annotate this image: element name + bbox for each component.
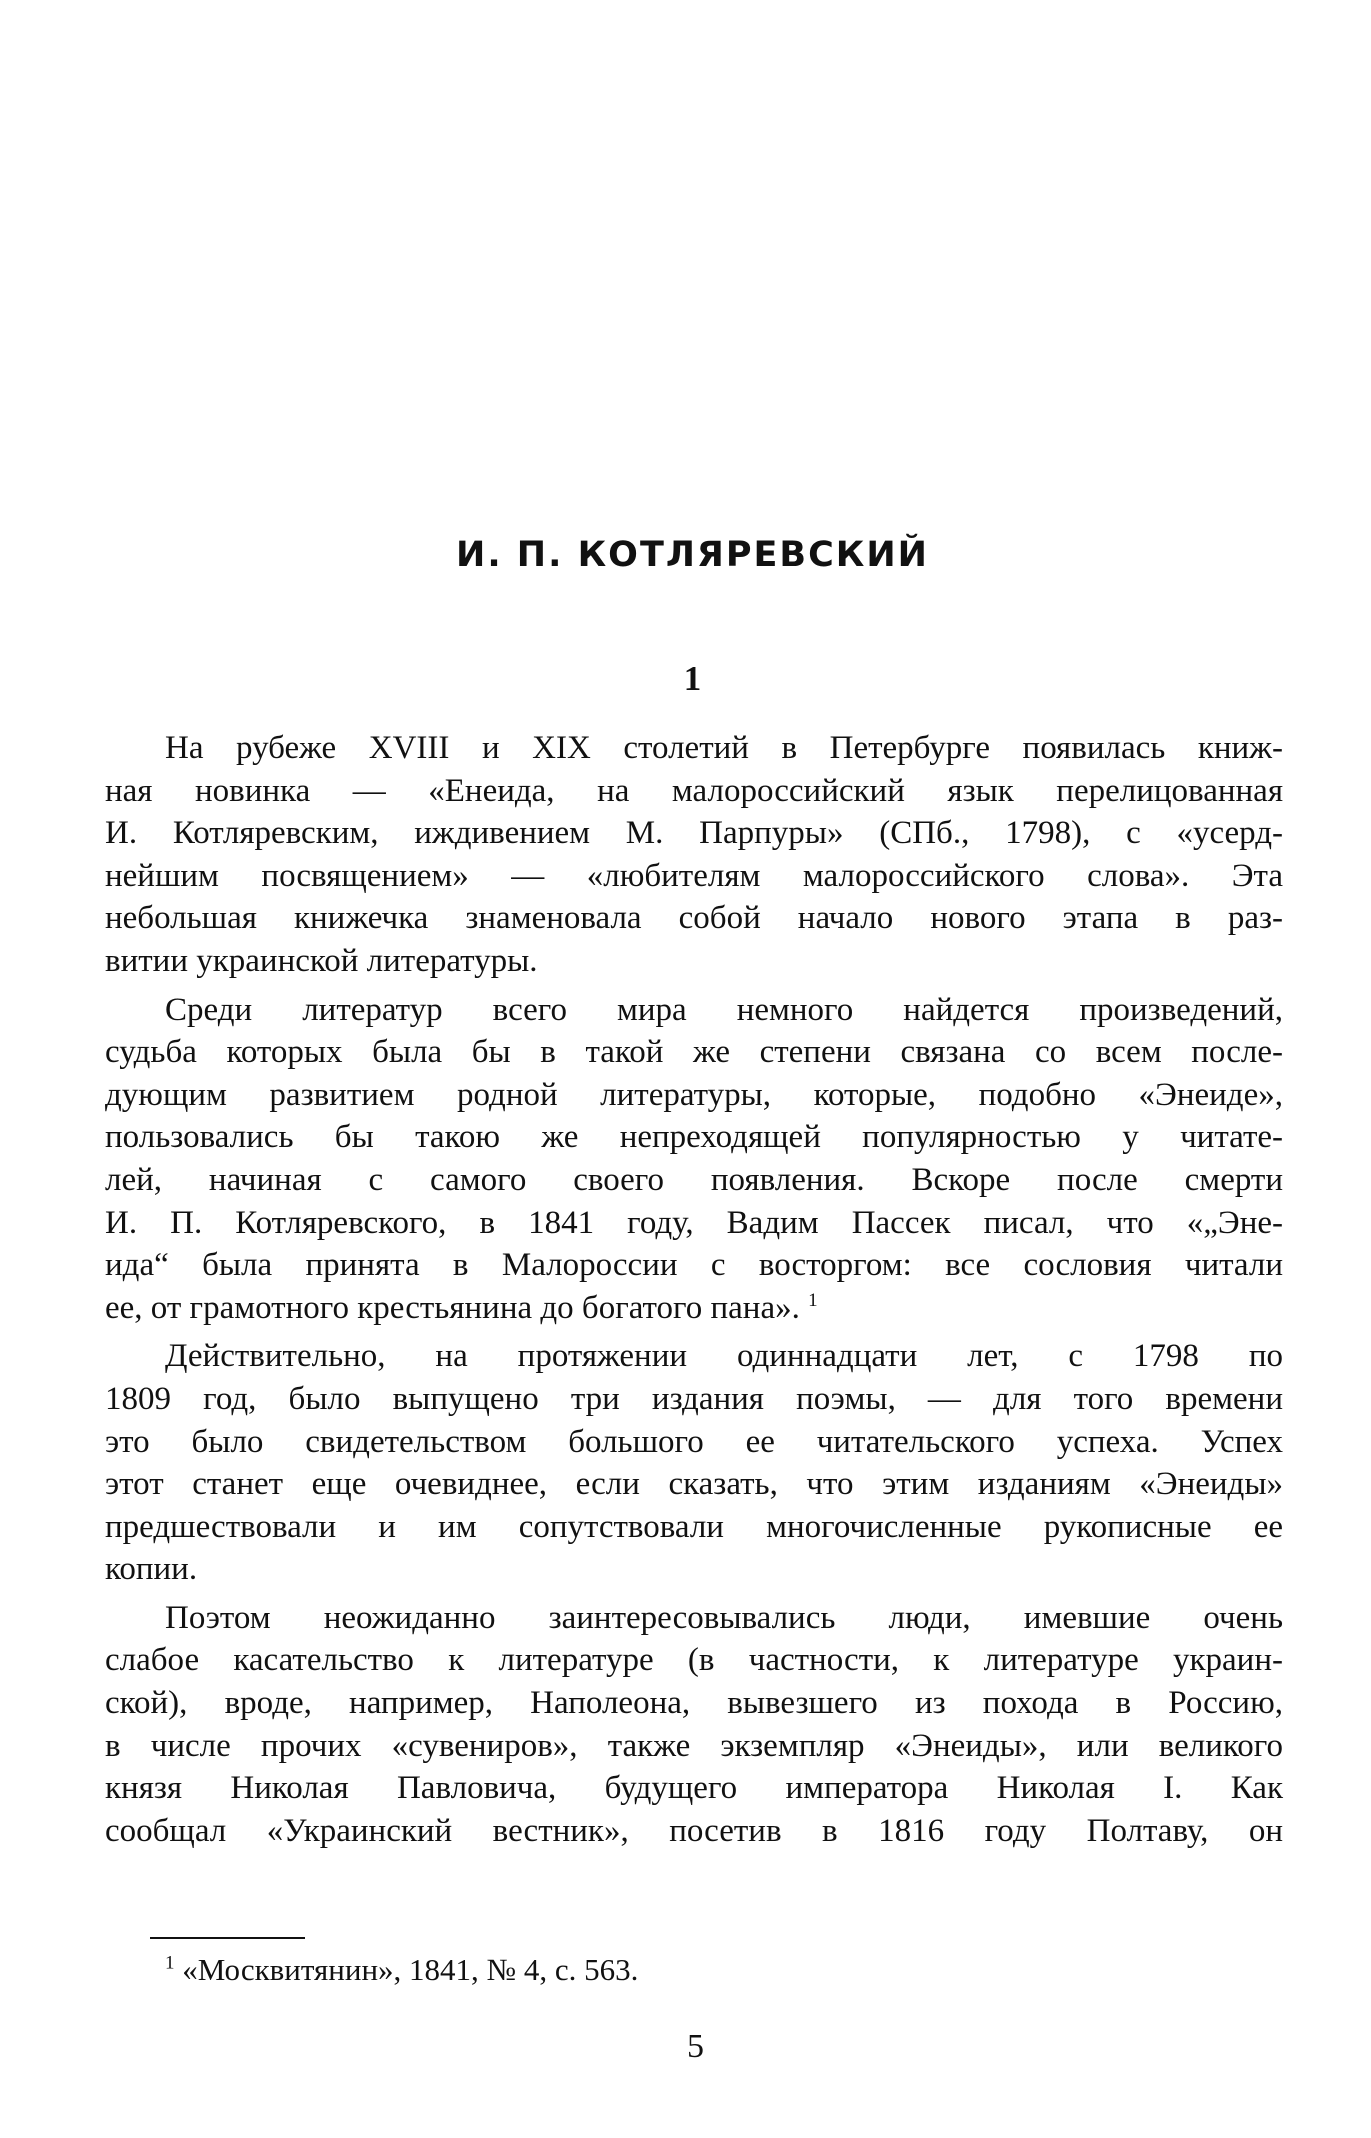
footnote-divider xyxy=(150,1937,305,1939)
paragraph-3 xyxy=(105,1335,1283,1591)
text-line: ида“ была принята в Малороссии с восторгом: все сословия читали xyxy=(105,1247,1283,1284)
text-line: в числе прочих «сувениров», также экземпляр «Энеиды», или великого xyxy=(105,1727,1283,1764)
paragraph-1 xyxy=(105,727,1283,983)
text-line: пользовались бы такою же непреходящей популярностью у читате- xyxy=(105,1119,1283,1156)
text-line: лей, начиная с самого своего появления. Вскоре после смерти xyxy=(105,1161,1283,1198)
text-line: князя Николая Павловича, будущего императора Николая I. Как xyxy=(105,1770,1283,1807)
text-line: это было свидетельством большого ее читательского успеха. Успех xyxy=(105,1423,1283,1460)
text-line: сообщал «Украинский вестник», посетив в 1816 году Полтаву, он xyxy=(105,1812,1283,1849)
body-text xyxy=(105,727,1283,1858)
text-line: копии. xyxy=(105,1551,198,1588)
footnote-text: «Москвитянин», 1841, № 4, с. 563. xyxy=(182,1952,639,1987)
footnote xyxy=(165,1950,638,1990)
text-line: витии украинской литературы. xyxy=(105,942,538,979)
paragraph-4 xyxy=(105,1597,1283,1853)
paragraph-2 xyxy=(105,989,1283,1330)
footnote-marker: 1 xyxy=(165,1952,175,1974)
text-line-content: ее, от грамотного крестьянина до богатого пана». xyxy=(105,1289,800,1326)
text-line: ная новинка — «Енеида, на малороссийский язык перелицованная xyxy=(105,772,1283,809)
footnote-reference[interactable]: 1 xyxy=(808,1289,818,1311)
text-line: дующим развитием родной литературы, которые, подобно «Энеиде», xyxy=(105,1076,1283,1113)
text-line: Среди литератур всего мира немного найдется произведений, xyxy=(165,991,1283,1028)
text-line: И. Котляревским, иждивением М. Парпуры» (СПб., 1798), с «усерд- xyxy=(105,815,1283,852)
text-line: небольшая книжечка знаменовала собой начало нового этапа в раз- xyxy=(105,900,1283,937)
text-line: нейшим посвящением» — «любителям малороссийского слова». Эта xyxy=(105,857,1283,894)
text-line: этот станет еще очевиднее, если сказать, что этим изданиям «Энеиды» xyxy=(105,1466,1283,1503)
text-line: ской), вроде, например, Наполеона, вывезшего из похода в Россию, xyxy=(105,1685,1283,1722)
text-line: 1809 год, было выпущено три издания поэмы, — для того времени xyxy=(105,1380,1283,1417)
text-line xyxy=(105,1287,1283,1330)
text-line: На рубеже XVIII и XIX столетий в Петербурге появилась книж- xyxy=(165,730,1283,766)
text-line: судьба которых была бы в такой же степени связана со всем после- xyxy=(105,1034,1283,1071)
section-number: 1 xyxy=(683,659,702,698)
text-line: слабое касательство к литературе (в частности, к литературе украин- xyxy=(105,1642,1283,1679)
page-number: 5 xyxy=(687,2028,704,2065)
text-line: предшествовали и им сопутствовали многочисленные рукописные ее xyxy=(105,1508,1283,1545)
text-line: И. П. Котляревского, в 1841 году, Вадим Пассек писал, что «„Эне- xyxy=(105,1204,1283,1241)
chapter-title: И. П. КОТЛЯРЕВСКИЙ xyxy=(456,535,929,575)
text-line: Действительно, на протяжении одиннадцати лет, с 1798 по xyxy=(165,1338,1283,1375)
text-line: Поэтом неожиданно заинтересовывались люди, имевшие очень xyxy=(165,1599,1283,1636)
